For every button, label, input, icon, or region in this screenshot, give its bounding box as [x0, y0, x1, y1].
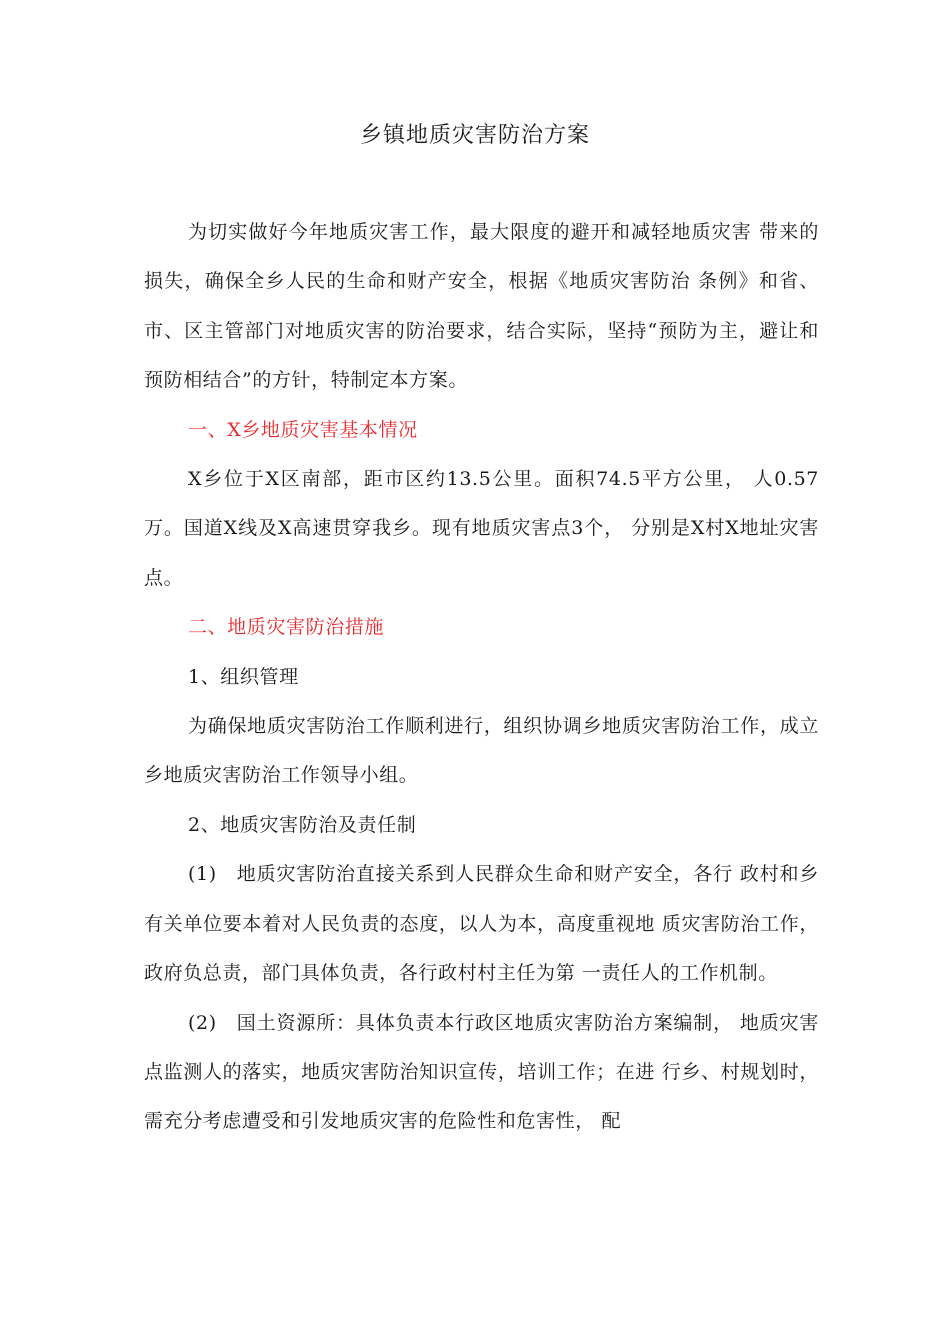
- item1-paragraph: (1) 地质灾害防治直接关系到人民群众生命和财产安全，各行 政村和乡有关单位要本着对人民负责的态度，以人为本，高度重视地 质灾害防治工作，政府负总责，部门具体负责，各行政村村主任为第 一责任人的工作机制。: [144, 863, 819, 985]
- document-title: 乡镇地质灾害防治方案: [359, 123, 590, 148]
- subsection1-heading: 1、组织管理: [188, 665, 299, 688]
- section2-heading: 二、地质灾害防治措施: [188, 616, 385, 639]
- subsection1-paragraph: 为确保地质灾害防治工作顺利进行，组织协调乡地质灾害防治工作，成立乡地质灾害防治工作领导小组。: [144, 715, 819, 787]
- section1-heading: 一、X乡地质灾害基本情况: [188, 418, 418, 441]
- section1-paragraph: X乡位于X区南部，距市区约13.5公里。面积74.5平方公里， 人0.57万。国道X线及X高速贯穿我乡。现有地质灾害点3个， 分别是X村X地址灾害点。: [144, 468, 819, 589]
- item2-paragraph: (2) 国土资源所：具体负责本行政区地质灾害防治方案编制， 地质灾害点监测人的落实，地质灾害防治知识宣传，培训工作；在进 行乡、村规划时，需充分考虑遭受和引发地质灾害的危险性和危害性， 配: [144, 1011, 819, 1133]
- subsection2-heading: 2、地质灾害防治及责任制: [188, 813, 417, 836]
- intro-paragraph: 为切实做好今年地质灾害工作，最大限度的避开和减轻地质灾害 带来的损失，确保全乡人民的生命和财产安全，根据《地质灾害防治 条例》和省、市、区主管部门对地质灾害的防治要求，结合实际，坚持“预防为主，避让和预防相结合”的方针，特制定本方案。: [144, 221, 819, 392]
- document-body: [144, 208, 819, 1147]
